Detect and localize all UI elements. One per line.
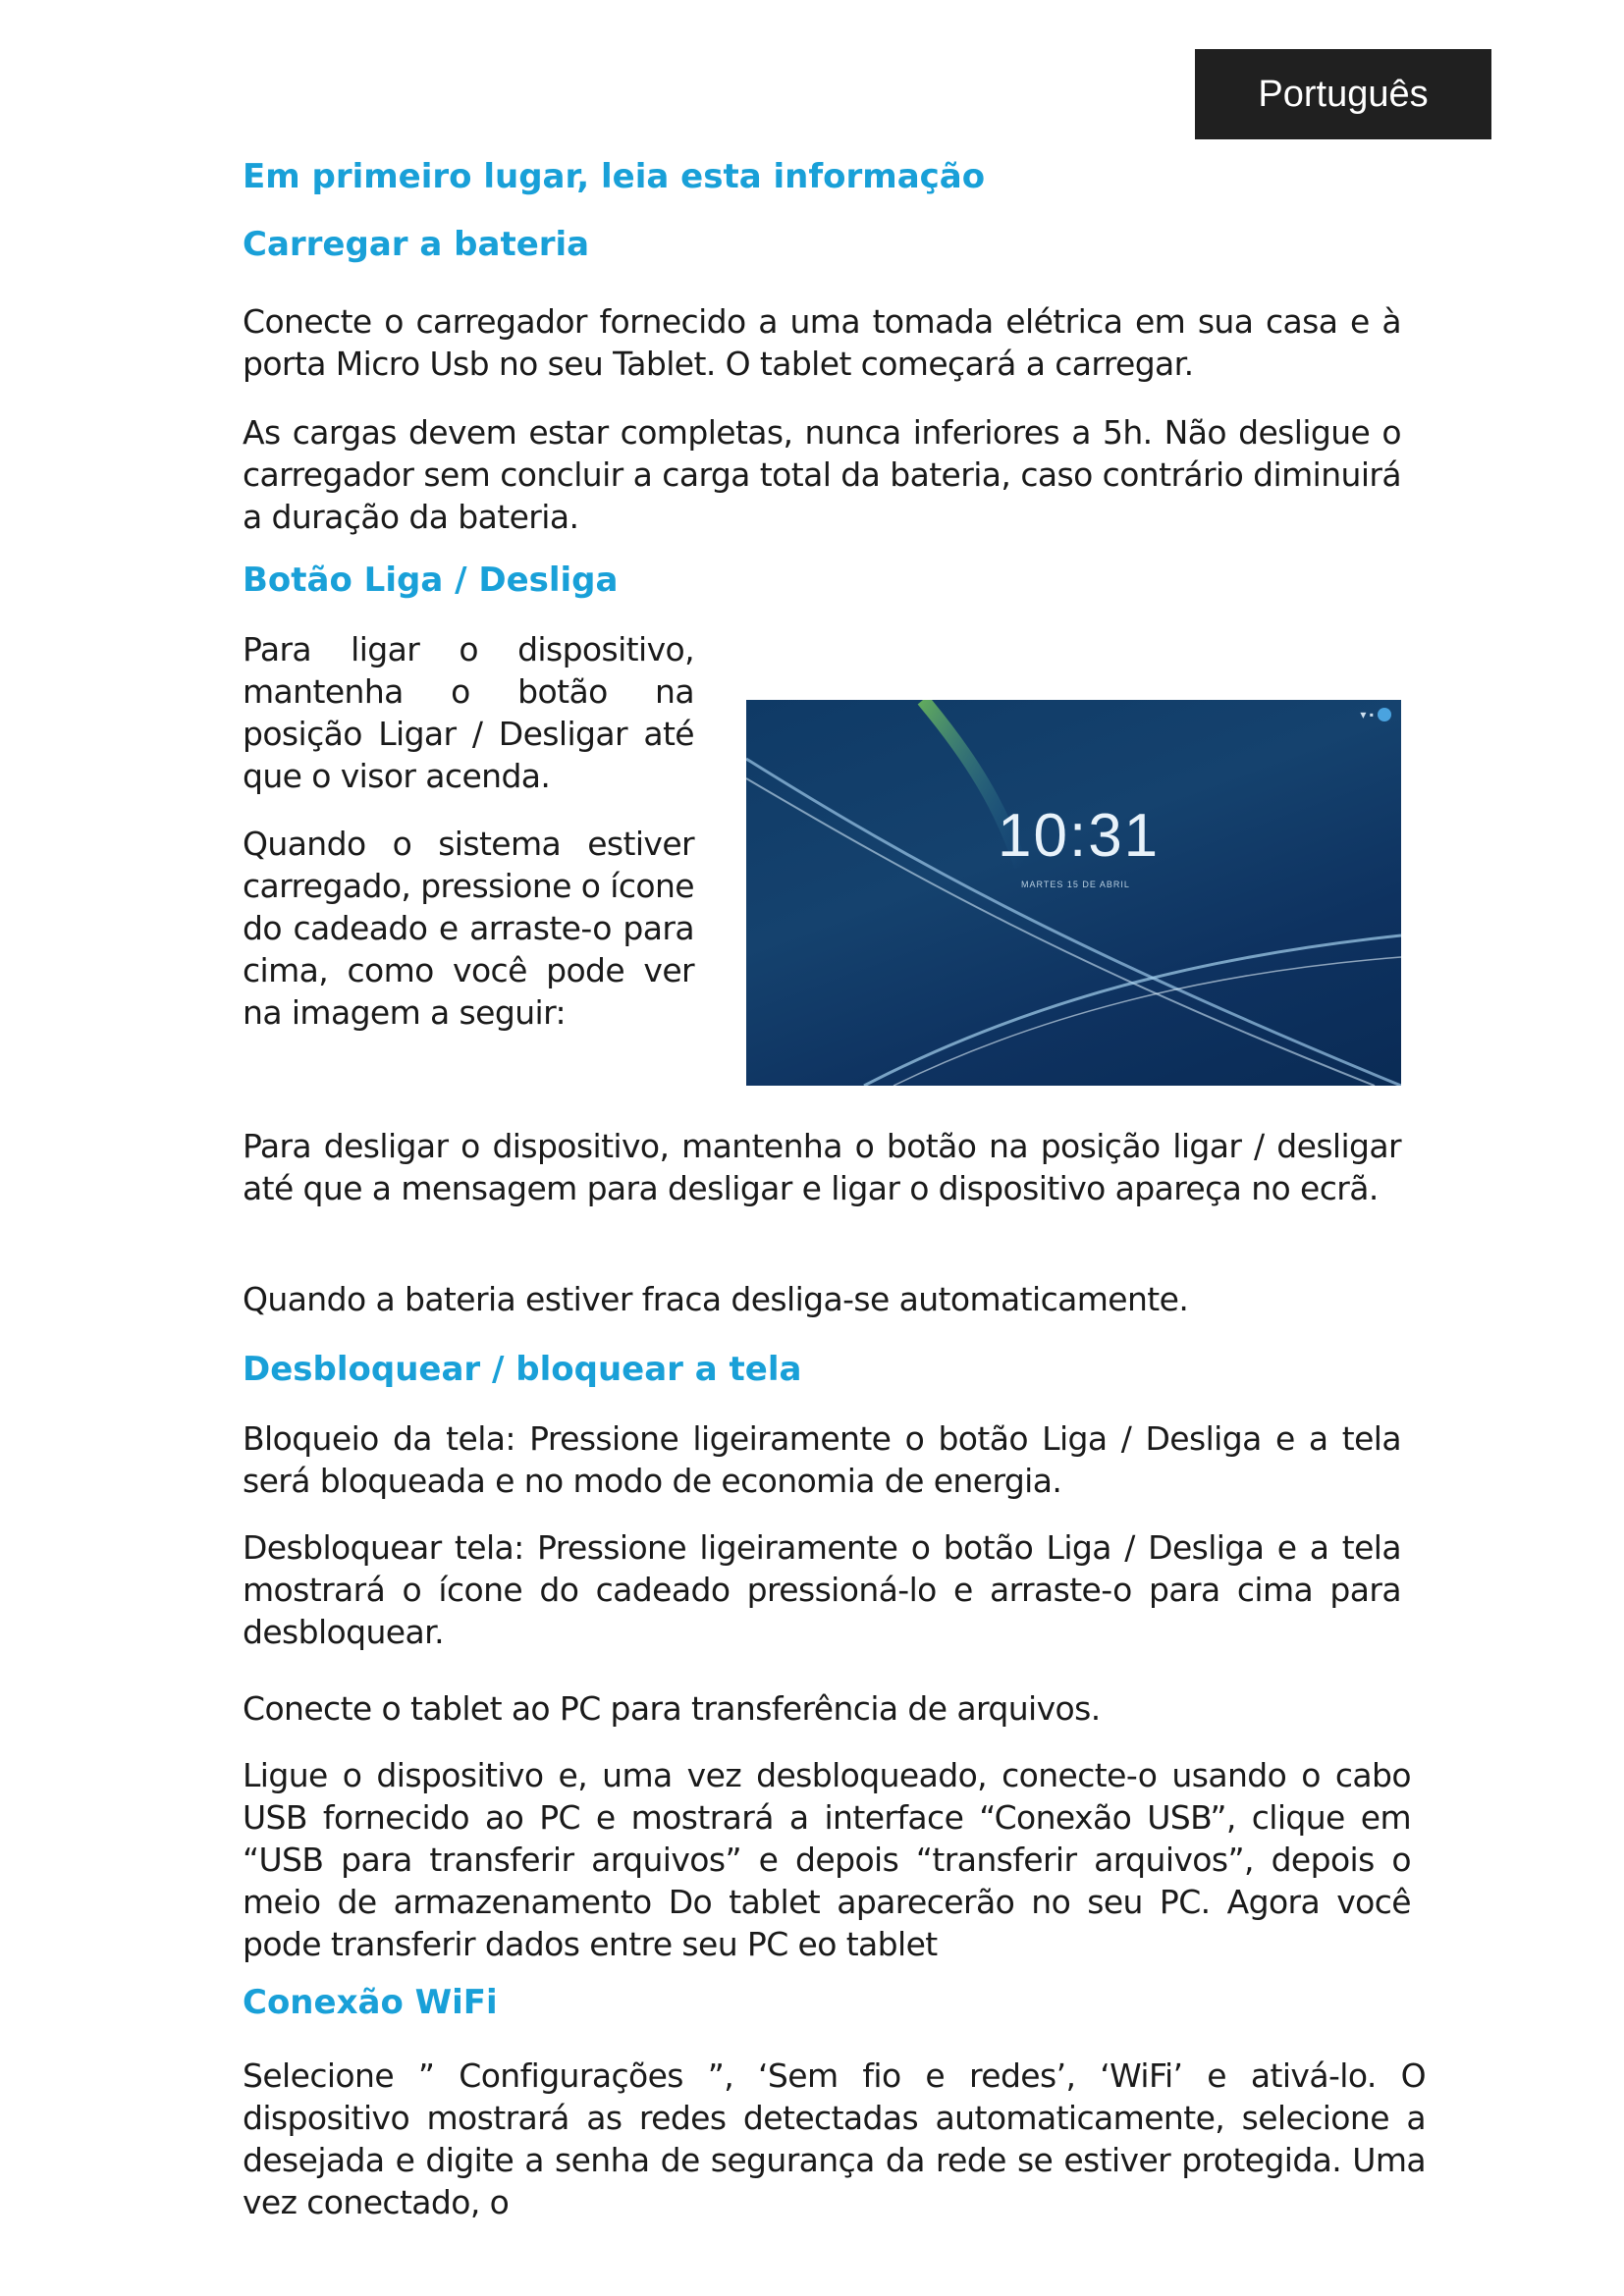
power-paragraph-1: Para ligar o dispositivo, mantenha o botão na posição Ligar / Desligar até que o visor acenda.: [243, 630, 694, 795]
lockscreen-date: MARTES 15 DE ABRIL: [1021, 880, 1130, 889]
pc-paragraph-2: Ligue o dispositivo e, uma vez desbloqueado, conecte-o usando o cabo USB fornecido ao PC e mostrará a interface “Conexão USB”, clique em “USB para transferir arquivos” e depois “transferir arquivos”, depois o meio de armazenamento Do tablet aparecerão no seu PC. Agora você pode transferir dados entre seu PC eo tablet: [243, 1756, 1411, 1963]
power-heading: Botão Liga / Desliga: [243, 561, 619, 600]
user-avatar-icon[interactable]: [1378, 708, 1391, 721]
language-tab: Português: [1195, 49, 1491, 139]
power-paragraph-4: Quando a bateria estiver fraca desliga-se automaticamente.: [243, 1280, 1189, 1318]
lockscreen-clock: 10:31: [998, 802, 1161, 870]
tablet-lockscreen-image: [746, 700, 1401, 1086]
battery-heading: Carregar a bateria: [243, 225, 590, 264]
status-bar: [1360, 708, 1391, 721]
wifi-paragraph-1: Selecione ” Configurações ”, ‘Sem fio e redes’, ‘WiFi’ e ativá-lo. O dispositivo mostrará as redes detectadas automaticamente, selecione a desejada e digite a senha de segurança da rede se estiver protegida. Uma vez conectado, o: [243, 2056, 1426, 2221]
battery-paragraph-1: Conecte o carregador fornecido a uma tomada elétrica em sua casa e à porta Micro Usb no seu Tablet. O tablet começará a carregar.: [243, 302, 1401, 383]
lock-paragraph-1: Bloqueio da tela: Pressione ligeiramente o botão Liga / Desliga e a tela será bloqueada e no modo de economia de energia.: [243, 1419, 1401, 1500]
aurora-wallpaper: [746, 700, 1401, 1086]
intro-heading: Em primeiro lugar, leia esta informação: [243, 157, 986, 196]
power-paragraph-3: Para desligar o dispositivo, mantenha o botão na posição ligar / desligar até que a mensagem para desligar e ligar o dispositivo apareça no ecrã.: [243, 1127, 1401, 1207]
lock-paragraph-2: Desbloquear tela: Pressione ligeiramente o botão Liga / Desliga e a tela mostrará o ícone do cadeado pressioná-lo e arraste-o para cima para desbloquear.: [243, 1528, 1401, 1651]
wifi-heading: Conexão WiFi: [243, 1983, 498, 2022]
battery-paragraph-2: As cargas devem estar completas, nunca inferiores a 5h. Não desligue o carregador sem concluir a carga total da bateria, caso contrário diminuirá a duração da bateria.: [243, 413, 1401, 536]
power-paragraph-2: Quando o sistema estiver carregado, pressione o ícone do cadeado e arraste-o para cima, como você pode ver na imagem a seguir:: [243, 825, 694, 1032]
signal-icon: ▾ ▪: [1360, 708, 1374, 721]
lock-heading: Desbloquear / bloquear a tela: [243, 1350, 802, 1389]
pc-paragraph-1: Conecte o tablet ao PC para transferência de arquivos.: [243, 1689, 1101, 1728]
